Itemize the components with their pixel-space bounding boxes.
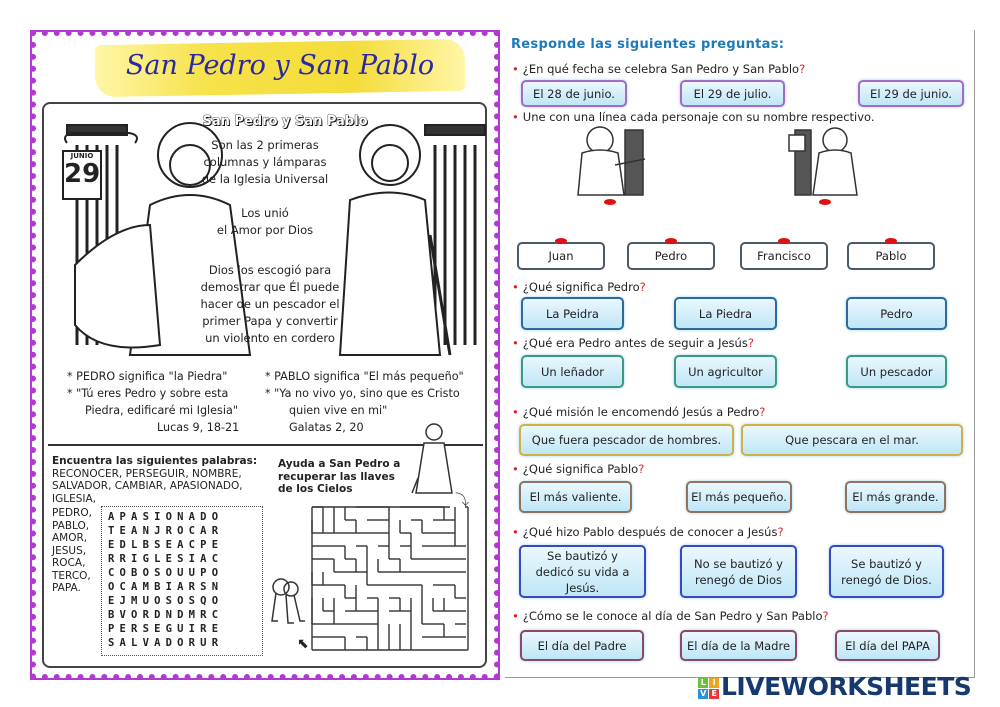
question-mark: ? [638, 462, 645, 476]
text-line: columnas y lámparas [203, 155, 327, 169]
word-list-line: SALVADOR, CAMBIAR, APASIONADO, [52, 480, 243, 492]
answer-option[interactable]: Pedro [846, 297, 947, 330]
grid-row[interactable]: SALVADORUR [108, 637, 224, 649]
question-2 [512, 110, 875, 124]
question-4 [512, 336, 754, 350]
bullet-icon: • [512, 462, 519, 476]
text-line: el Amor por Dios [216, 223, 314, 237]
bullet-icon: • [512, 525, 519, 539]
word-list-item: JESUS, [52, 544, 87, 557]
illustration-subtitle: San Pedro y San Pablo [202, 114, 368, 129]
question-3 [512, 280, 646, 294]
answer-option[interactable]: La Piedra [674, 297, 777, 330]
word-list-item: ROCA, [52, 557, 86, 569]
text-line: Son las 2 primeras [211, 138, 319, 152]
word-list-line: IGLESIA, [52, 492, 96, 505]
bullet-icon: • [512, 405, 519, 419]
question-text: ¿Cómo se le conoce al día de San Pedro y San Pablo [522, 609, 823, 623]
grid-row[interactable]: TEANJROCAR [108, 525, 224, 537]
grid-row[interactable]: PERSEGUIRE [108, 623, 224, 635]
answer-option[interactable]: Juan [517, 242, 605, 270]
word-list-item: PEDRO, [52, 507, 92, 519]
kneeling-peter-illustration [408, 418, 458, 498]
bullet-icon: • [512, 62, 519, 76]
bullet-icon: • [512, 609, 519, 623]
answer-option[interactable]: Que pescara en el mar. [741, 424, 963, 456]
question-mark: ? [777, 525, 784, 539]
text-line: de la Iglesia Universal [201, 172, 329, 186]
question-5 [512, 405, 765, 419]
answer-option[interactable]: El más pequeño. [686, 481, 792, 513]
note-line: * PEDRO significa "la Piedra" [67, 370, 228, 383]
question-text: ¿Qué significa Pedro [522, 280, 640, 294]
answer-option[interactable]: El día de la Madre [680, 630, 797, 661]
answer-option[interactable]: El día del PAPA [835, 630, 940, 661]
text-line: demostrar que Él puede [200, 280, 340, 294]
answer-option[interactable]: El día del Padre [520, 630, 644, 661]
question-mark: ? [822, 609, 829, 623]
answer-option[interactable]: Francisco [740, 242, 828, 270]
text-line: Dios los escogió para [208, 263, 332, 277]
bullet-icon: • [512, 280, 519, 294]
question-text: ¿Qué hizo Pablo después de conocer a Jesús [522, 525, 778, 539]
word-list-item: AMOR, [52, 532, 88, 544]
answer-option[interactable]: Que fuera pescador de hombres. [519, 424, 734, 456]
maze-caption [278, 458, 400, 496]
grid-row[interactable]: RRIGLESIAC [108, 553, 224, 565]
text-line: hacer de un pescador el [200, 297, 340, 311]
text-line: Los unió [241, 206, 289, 220]
question-mark: ? [799, 62, 806, 76]
question-mark: ? [747, 336, 754, 350]
question-text: ¿Qué significa Pablo [522, 462, 639, 476]
calendar-day: 29 [64, 159, 101, 189]
note-reference: Lucas 9, 18-21 [157, 421, 240, 434]
note-line: * "Ya no vivo yo, sino que es Cristo [265, 387, 460, 400]
pablo-image [570, 125, 660, 203]
pedro-image [785, 125, 865, 203]
calendar-icon [62, 150, 102, 200]
paragraph-chosen [185, 262, 355, 347]
question-text: ¿Qué misión le encomendó Jesús a Pedro [522, 405, 760, 419]
answer-option[interactable]: El 29 de julio. [680, 80, 785, 107]
worksheet-title: San Pedro y San Pablo [125, 50, 435, 81]
match-dot[interactable] [885, 238, 897, 244]
logo-icon [698, 678, 719, 699]
grid-row[interactable]: EJMUOSOSQO [108, 595, 224, 607]
answer-option[interactable]: El 29 de junio. [858, 80, 964, 107]
wordsearch-title: Encuentra las siguientes palabras: [52, 455, 258, 467]
word-list-item: PAPA. [52, 582, 81, 594]
wordsearch-instructions [52, 455, 282, 505]
notes-pedro [67, 368, 267, 436]
question-mark: ? [639, 280, 646, 294]
match-dot-pedro-image[interactable] [819, 199, 831, 205]
answer-option[interactable]: El más valiente. [519, 481, 632, 513]
bullet-icon: • [512, 336, 519, 350]
note-line: Piedra, edificaré mi Iglesia" [85, 404, 238, 417]
word-list-item: PABLO, [52, 519, 90, 532]
wordsearch-grid[interactable] [101, 506, 263, 656]
answer-option[interactable]: El 28 de junio. [521, 80, 627, 107]
caption-line: de los Cielos [278, 483, 353, 495]
questions-heading: Responde las siguientes preguntas: [511, 37, 785, 52]
keys-icon [266, 575, 311, 630]
answer-option[interactable]: El más grande. [845, 481, 946, 513]
logo-letter: V [698, 689, 708, 699]
note-line: * "Tú eres Pedro y sobre esta [67, 387, 229, 400]
match-dot[interactable] [665, 238, 677, 244]
paragraph-love [190, 205, 340, 239]
text-line: un violento en cordero [205, 331, 335, 345]
question-mark: ? [759, 405, 766, 419]
question-text: ¿En qué fecha se celebra San Pedro y San Pablo [522, 62, 800, 76]
calendar-month: JUNIO [70, 152, 94, 160]
question-6 [512, 462, 644, 476]
bullet-icon: • [512, 110, 519, 124]
grid-row[interactable]: BVORDNDMRC [108, 609, 224, 621]
answer-option[interactable]: La Peidra [521, 297, 624, 330]
grid-row[interactable]: COBOSOUUPO [108, 567, 224, 579]
grid-row[interactable]: APASIONADO [108, 511, 224, 523]
question-text: Une con una línea cada personaje con su nombre respectivo. [522, 110, 875, 124]
grid-row[interactable]: OCAMBIARSN [108, 581, 224, 593]
answer-option[interactable]: Pedro [627, 242, 715, 270]
caption-line: Ayuda a San Pedro a [278, 458, 401, 470]
answer-option[interactable]: Un leñador [521, 355, 624, 388]
answer-option[interactable]: No se bautizó y renegó de Dios [680, 545, 797, 598]
logo-letter: I [709, 678, 719, 688]
maze-end-arrow-icon: ⬉ [297, 636, 309, 652]
answer-option[interactable]: Pablo [847, 242, 935, 270]
answer-option[interactable]: Se bautizó y renegó de Dios. [829, 545, 944, 598]
match-dot[interactable] [778, 238, 790, 244]
question-text: ¿Qué era Pedro antes de seguir a Jesús [522, 336, 748, 350]
maze[interactable] [310, 505, 470, 655]
word-list-item: TERCO, [52, 569, 91, 582]
note-line: * PABLO significa "El más pequeño" [265, 370, 464, 383]
match-dot[interactable] [555, 238, 567, 244]
maze-start-arrow-icon: ⤵ [455, 493, 469, 509]
paragraph-columns [190, 137, 340, 188]
question-7 [512, 525, 784, 539]
text-line: primer Papa y convertir [202, 314, 338, 328]
caption-line: recuperar las llaves [278, 470, 395, 483]
word-list-line: RECONOCER, PERSEGUIR, NOMBRE, [52, 467, 242, 480]
question-1 [512, 62, 805, 76]
liveworksheets-logo [698, 672, 971, 701]
logo-text: LIVEWORKSHEETS [721, 672, 972, 701]
answer-option[interactable]: Un pescador [846, 355, 947, 388]
note-reference: Galatas 2, 20 [289, 421, 364, 434]
answer-option[interactable]: Se bautizó y dedicó su vida a Jesús. [519, 545, 646, 598]
answer-option[interactable]: Un agricultor [674, 355, 777, 388]
logo-letter: E [709, 689, 719, 699]
logo-letter: L [698, 678, 708, 688]
note-line: quien vive en mi" [289, 404, 388, 417]
word-list-column [52, 507, 92, 595]
question-8 [512, 609, 829, 623]
grid-row[interactable]: EDLBSEACPE [108, 539, 224, 551]
match-dot-pablo-image[interactable] [604, 199, 616, 205]
